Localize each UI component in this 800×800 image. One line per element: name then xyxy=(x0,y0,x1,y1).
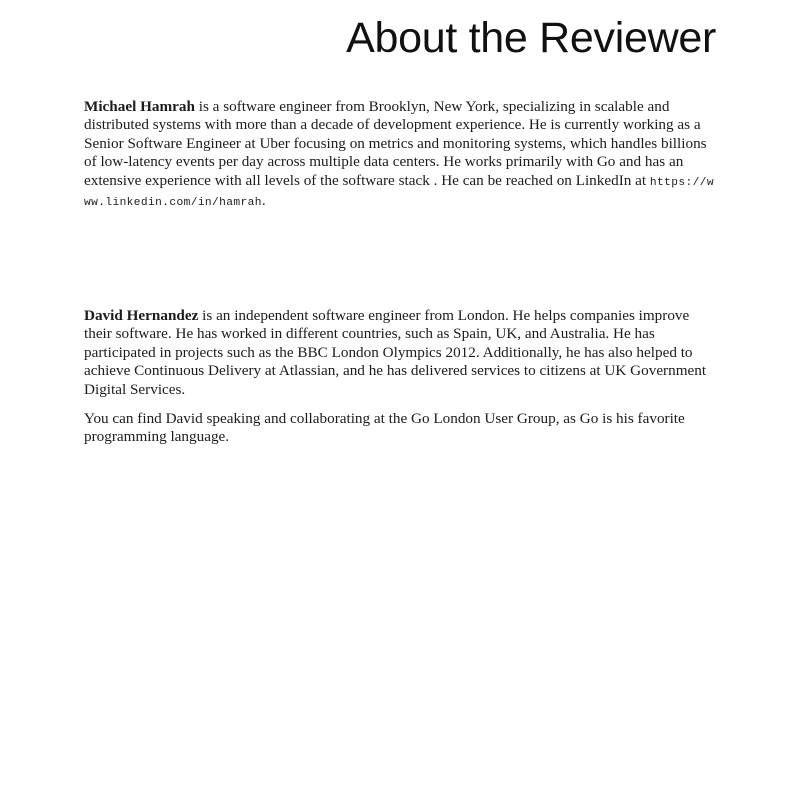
reviewer-bio-michael-hamrah xyxy=(84,98,716,212)
bio-text: is an independent software engineer from London. He helps companies improve their software. He has worked in different countries, such as Spain, UK, and Australia. He has participated in projects such as the BBC London Olympics 2012. Additionally, he has also helped to achieve Continuous Delivery at Atlassian, and he has delivered services to citizens at UK Government Digital Services. xyxy=(84,307,707,398)
bio-text: You can find David speaking and collaborating at the Go London User Group, as Go is his favorite programming language. xyxy=(84,410,685,446)
page-title: About the Reviewer xyxy=(346,14,716,62)
bio-paragraph xyxy=(84,307,716,399)
reviewer-name: David Hernandez xyxy=(84,307,199,324)
bio-text: is a software engineer from Brooklyn, New York, specializing in scalable and distributed systems with more than a decade of development experience. He is currently working as a Senior Software Engineer at Uber focusing on metrics and monitoring systems, which handles billions of low-latency events per day across multiple data centers. He works primarily with Go and has an extensive experience with all levels of the software stack . He can be reached on LinkedIn at xyxy=(84,98,707,189)
linkedin-url: https://www.linkedin.com/in/hamrah xyxy=(84,176,714,210)
bio-text-end: . xyxy=(261,192,266,210)
bio-paragraph-closing xyxy=(84,410,716,447)
reviewer-name: Michael Hamrah xyxy=(84,98,195,115)
reviewer-bio-david-hernandez xyxy=(84,307,716,447)
bio-paragraph xyxy=(84,98,716,212)
